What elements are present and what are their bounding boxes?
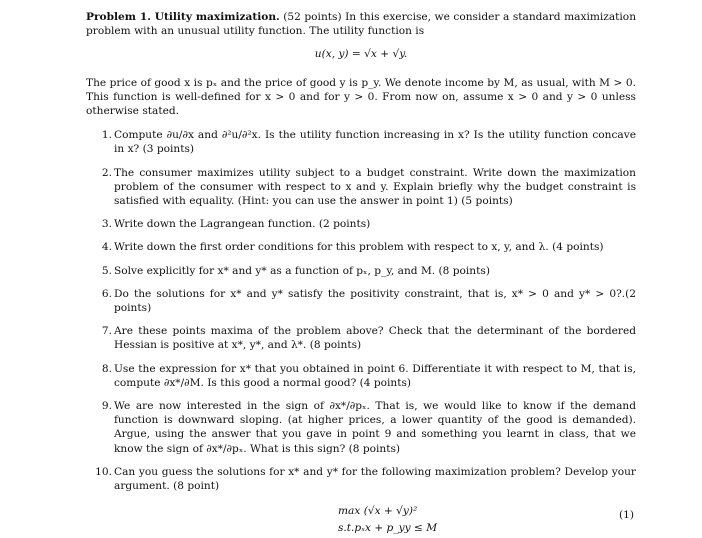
question-item [86, 264, 636, 278]
question-text: Write down the first order conditions for this problem with respect to x, y, and λ. (4 points) [114, 241, 604, 254]
problem-title: Problem 1. Utility maximization. [86, 11, 280, 23]
question-number: 4 . [92, 240, 112, 254]
question-number: 7 . [92, 324, 112, 338]
question-item [86, 217, 636, 231]
problem-intro [86, 10, 636, 38]
question-text: Write down the Lagrangean function. (2 points) [114, 218, 371, 231]
question-number: 6 . [92, 287, 112, 301]
document-page [86, 10, 636, 538]
budget-constraint: s.t.pₓx + p_yy ≤ M [338, 522, 438, 535]
objective-function: max (√x + √y)² [338, 505, 418, 518]
question-text: Are these points maxima of the problem above? Check that the determinant of the bordered Hessian is positive at x*, y*, and λ*. (8 points) [114, 325, 636, 352]
question-number: 8 . [92, 362, 112, 376]
equation-number: (1) [618, 509, 634, 522]
question-item [86, 166, 636, 209]
question-number: 2 . [92, 166, 112, 180]
question-text: The consumer maximizes utility subject to a budget constraint. Write down the maximization problem of the consumer with respect to x and y. Explain briefly why the budget constraint is satisfied with equality. (Hint: you can use the answer in point 1) (5 points) [114, 166, 636, 208]
question-number: 5 . [92, 264, 112, 278]
question-item [86, 287, 636, 315]
question-text: Do the solutions for x* and y* satisfy the positivity constraint, that is, x* > 0 and y* > 0?.(2 points) [114, 287, 636, 315]
question-text: Solve explicitly for x* and y* as a function of pₓ, p_y, and M. (8 points) [114, 264, 490, 277]
question-item [86, 128, 636, 156]
problem-intro-text: (52 points) In this exercise, we consider a standard maximization problem with an unusual utility function. The utility function is [86, 11, 637, 38]
question-list [86, 128, 636, 493]
question-text: We are now interested in the sign of ∂x*/∂pₓ. That is, we would like to know if the demand function is downward sloping. (at higher prices, a lower quantity of the good is demanded). Argue, using the answer that you gave in point 9 and something you learnt in class, that we know the sign of ∂x*/∂pₓ. What is this sign? (8 points) [114, 400, 636, 455]
question-item [86, 362, 636, 390]
question-item [86, 240, 636, 254]
problem-description: The price of good x is pₓ and the price of good y is p_y. We denote income by M, as usual, with M > 0. This function is well-defined for x > 0 and for y > 0. From now on, assume x > 0 and y > 0 unless otherwise stated. [86, 76, 636, 118]
question-number: 9 . [92, 399, 112, 413]
question-number: 3 . [92, 217, 112, 231]
utility-formula: u(x, y) = √x + √y. [314, 48, 408, 61]
question-item [86, 465, 636, 493]
question-number: 10 . [86, 465, 112, 479]
question-item [86, 324, 636, 352]
question-text: Compute ∂u/∂x and ∂²u/∂²x. Is the utility function increasing in x? Is the utility function concave in x? (3 points) [114, 129, 636, 156]
question-text: Can you guess the solutions for x* and y* for the following maximization problem? Develop your argument. (8 point) [114, 465, 636, 493]
question-number: 1 . [92, 128, 112, 142]
question-item [86, 399, 636, 456]
question-text: Use the expression for x* that you obtained in point 6. Differentiate it with respect to M, that is, compute ∂x*/∂M. Is this good a normal good? (4 points) [114, 362, 636, 389]
